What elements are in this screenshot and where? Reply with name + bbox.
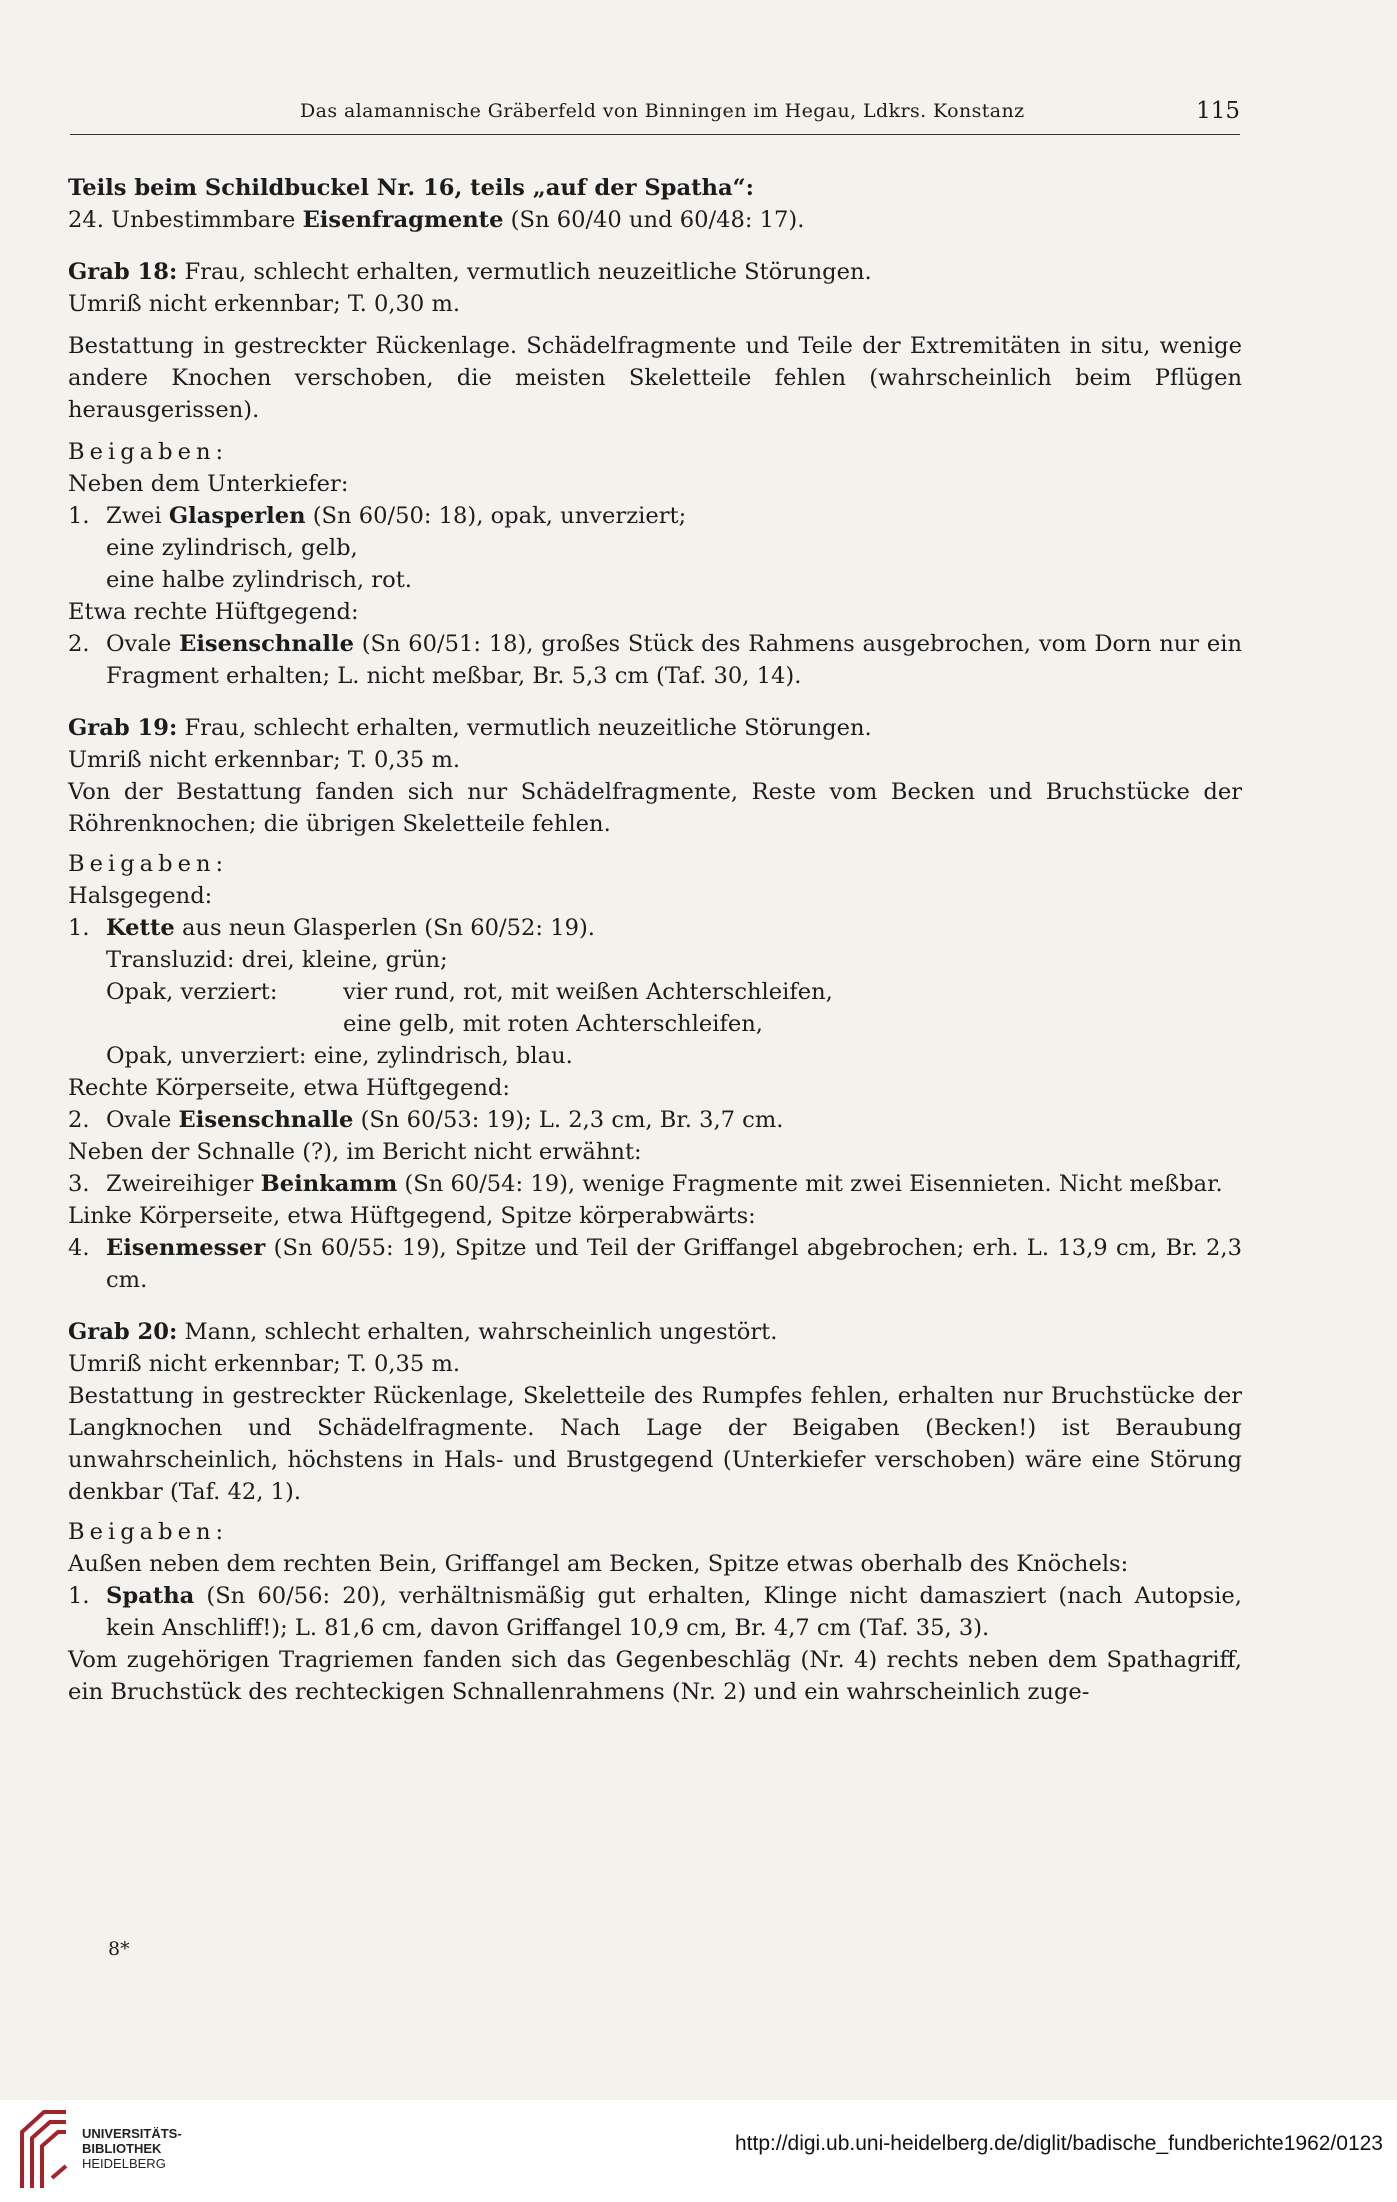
- item-body: [106, 1580, 1242, 1644]
- item-post: (Sn 60/53: 19); L. 2,3 cm, Br. 3,7 cm.: [353, 1107, 784, 1133]
- item-number: 2.: [68, 631, 90, 657]
- item-line: Opak, unverziert: eine, zylindrisch, blau.: [106, 1043, 573, 1069]
- spacer: [68, 320, 1242, 330]
- grab-19-loc1: Halsgegend:: [68, 883, 213, 909]
- item-bold: Kette: [106, 915, 175, 941]
- item-24-bold: Eisenfragmente: [302, 207, 504, 233]
- grab-19-item-3: [68, 1168, 1242, 1200]
- grab-19-loc4: Linke Körperseite, etwa Hüftgegend, Spitze körperabwärts:: [68, 1203, 756, 1229]
- grab-20-bestattung: Bestattung in gestreckter Rückenlage, Skeletteile des Rumpfes fehlen, erhalten nur Bruchstücke der Langknochen und Schädelfragmente. Nach Lage der Beigaben (Becken!) ist Beraubung unwahrscheinlich, höchstens in Hals- und Brustgegend (Unterkiefer verschoben) wäre eine Störung denkbar (Taf. 42, 1).: [68, 1383, 1242, 1505]
- grab-19-bestattung: Von der Bestattung fanden sich nur Schädelfragmente, Reste vom Becken und Bruchstücke der Röhrenknochen; die übrigen Skeletteile fehlen.: [68, 779, 1242, 837]
- intro-line: [68, 172, 1242, 204]
- item-body: [106, 1168, 1242, 1200]
- signature-mark: 8*: [108, 1938, 130, 1960]
- spacer: [68, 692, 1242, 712]
- grab-18-title-rest: Frau, schlecht erhalten, vermutlich neuzeitliche Störungen.: [177, 259, 872, 285]
- grab-19-item-1: [68, 912, 1242, 1072]
- item-desc-label-empty: [106, 1008, 343, 1040]
- item-number: 4.: [68, 1235, 90, 1261]
- item-bold: Eisenmesser: [106, 1235, 266, 1261]
- page-number: 115: [1196, 98, 1240, 124]
- item-bold: Glasperlen: [168, 503, 306, 529]
- item-body: [106, 1104, 1242, 1136]
- item-line: Transluzid: drei, kleine, grün;: [106, 947, 448, 973]
- page-header: [70, 94, 1240, 135]
- spacer: [68, 236, 1242, 256]
- grab-20-loc1: Außen neben dem rechten Bein, Griffangel am Becken, Spitze etwas oberhalb des Knöchels:: [68, 1551, 1129, 1577]
- item-bold: Beinkamm: [260, 1171, 398, 1197]
- grab-18-loc1: Neben dem Unterkiefer:: [68, 471, 349, 497]
- grab-20-title: Grab 20:: [68, 1319, 178, 1345]
- intro-heading: Teils beim Schildbuckel Nr. 16, teils „auf der Spatha“:: [68, 175, 754, 201]
- grab-19-title: Grab 19:: [68, 715, 178, 741]
- running-title: Das alamannische Gräberfeld von Binningen im Hegau, Ldkrs. Konstanz: [300, 100, 1025, 122]
- grab-18-beigaben: Beigaben:: [68, 439, 229, 465]
- body-text: [68, 172, 1242, 1708]
- footer-bar: [0, 2100, 1397, 2202]
- item-post: (Sn 60/50: 18), opak, unverziert;: [305, 503, 687, 529]
- item-body: [106, 500, 1242, 596]
- item-24-post: (Sn 60/40 und 60/48: 17).: [503, 207, 805, 233]
- item-body: [106, 628, 1242, 692]
- grab-19-umriss: Umriß nicht erkennbar; T. 0,35 m.: [68, 747, 461, 773]
- grab-20-item-1: [68, 1580, 1242, 1644]
- item-desc-value: vier rund, rot, mit weißen Achterschleifen,: [343, 979, 833, 1005]
- item-pre: Zwei: [106, 503, 169, 529]
- grab-20-umriss: Umriß nicht erkennbar; T. 0,35 m.: [68, 1351, 461, 1377]
- grab-20-beigaben: Beigaben:: [68, 1519, 229, 1545]
- item-post: aus neun Glasperlen (Sn 60/52: 19).: [174, 915, 595, 941]
- grab-18-title: Grab 18:: [68, 259, 178, 285]
- item-pre: Ovale: [106, 631, 180, 657]
- grab-18-bestattung: Bestattung in gestreckter Rückenlage. Schädelfragmente und Teile der Extremitäten in situ, wenige andere Knochen verschoben, die meisten Skeletteile fehlen (wahrscheinlich beim Pflügen herausgerissen).: [68, 333, 1242, 423]
- item-line: eine halbe zylindrisch, rot.: [106, 567, 412, 593]
- grab-19-beigaben: Beigaben:: [68, 851, 229, 877]
- library-logo-icon: [14, 2106, 74, 2192]
- item-number: 3.: [68, 1171, 90, 1197]
- grab-18-umriss: Umriß nicht erkennbar; T. 0,30 m.: [68, 291, 461, 317]
- grab-19-item-4: [68, 1232, 1242, 1296]
- grab-18-loc2: Etwa rechte Hüftgegend:: [68, 599, 359, 625]
- item-24: [68, 204, 1242, 236]
- spacer: [68, 1508, 1242, 1516]
- grab-20-closing: Vom zugehörigen Tragriemen fanden sich das Gegenbeschläg (Nr. 4) rechts neben dem Spathagriff, ein Bruchstück des rechteckigen Schnallenrahmens (Nr. 2) und ein wahrscheinlich zuge-: [68, 1647, 1242, 1705]
- item-desc-value: eine gelb, mit roten Achterschleifen,: [343, 1011, 763, 1037]
- grab-19-heading: [68, 712, 1242, 744]
- institution-line: UNIVERSITÄTS-: [82, 2126, 182, 2141]
- item-desc-label: Opak, verziert:: [106, 979, 278, 1005]
- spacer: [68, 1296, 1242, 1316]
- item-number: 1.: [68, 915, 90, 941]
- item-body: [106, 1232, 1242, 1296]
- grab-20-title-rest: Mann, schlecht erhalten, wahrscheinlich ungestört.: [177, 1319, 778, 1345]
- spacer: [68, 426, 1242, 436]
- item-body: [106, 912, 1242, 1072]
- grab-19-loc3: Neben der Schnalle (?), im Bericht nicht erwähnt:: [68, 1139, 642, 1165]
- spacer: [68, 840, 1242, 848]
- item-desc-row: [106, 976, 1242, 1008]
- grab-19-loc2: Rechte Körperseite, etwa Hüftgegend:: [68, 1075, 510, 1101]
- grab-18-item-1: [68, 500, 1242, 596]
- item-line: eine zylindrisch, gelb,: [106, 535, 358, 561]
- item-desc-row: [106, 1008, 1242, 1040]
- item-bold: Spatha: [106, 1583, 195, 1609]
- source-url-link[interactable]: http://digi.ub.uni-heidelberg.de/diglit/badische_fundberichte1962/0123: [735, 2132, 1383, 2155]
- item-number: 1.: [68, 1583, 90, 1609]
- grab-18-heading: [68, 256, 1242, 288]
- item-pre: Zweireihiger: [106, 1171, 261, 1197]
- item-number: 2.: [68, 1107, 90, 1133]
- institution-name: [82, 2126, 182, 2171]
- item-number: 1.: [68, 503, 90, 529]
- grab-19-title-rest: Frau, schlecht erhalten, vermutlich neuzeitliche Störungen.: [177, 715, 872, 741]
- item-post: (Sn 60/56: 20), verhältnismäßig gut erhalten, Klinge nicht damasziert (nach Autopsie, kein Anschliff!); L. 81,6 cm, davon Griffangel 10,9 cm, Br. 4,7 cm (Taf. 35, 3).: [106, 1583, 1242, 1641]
- institution-line: BIBLIOTHEK: [82, 2141, 162, 2156]
- grab-20-heading: [68, 1316, 1242, 1348]
- item-bold: Eisenschnalle: [178, 1107, 354, 1133]
- item-post: (Sn 60/54: 19), wenige Fragmente mit zwei Eisennieten. Nicht meßbar.: [397, 1171, 1223, 1197]
- item-bold: Eisenschnalle: [179, 631, 354, 657]
- grab-19-item-2: [68, 1104, 1242, 1136]
- item-pre: Ovale: [106, 1107, 179, 1133]
- item-post: (Sn 60/51: 18), großes Stück des Rahmens ausgebrochen, vom Dorn nur ein Fragment erhalten; L. nicht meßbar, Br. 5,3 cm (Taf. 30, 14).: [106, 631, 1242, 689]
- item-post: (Sn 60/55: 19), Spitze und Teil der Griffangel abgebrochen; erh. L. 13,9 cm, Br. 2,3 cm.: [106, 1235, 1242, 1293]
- institution-line: HEIDELBERG: [82, 2156, 166, 2171]
- item-24-pre: 24. Unbestimmbare: [68, 207, 303, 233]
- grab-18-item-2: [68, 628, 1242, 692]
